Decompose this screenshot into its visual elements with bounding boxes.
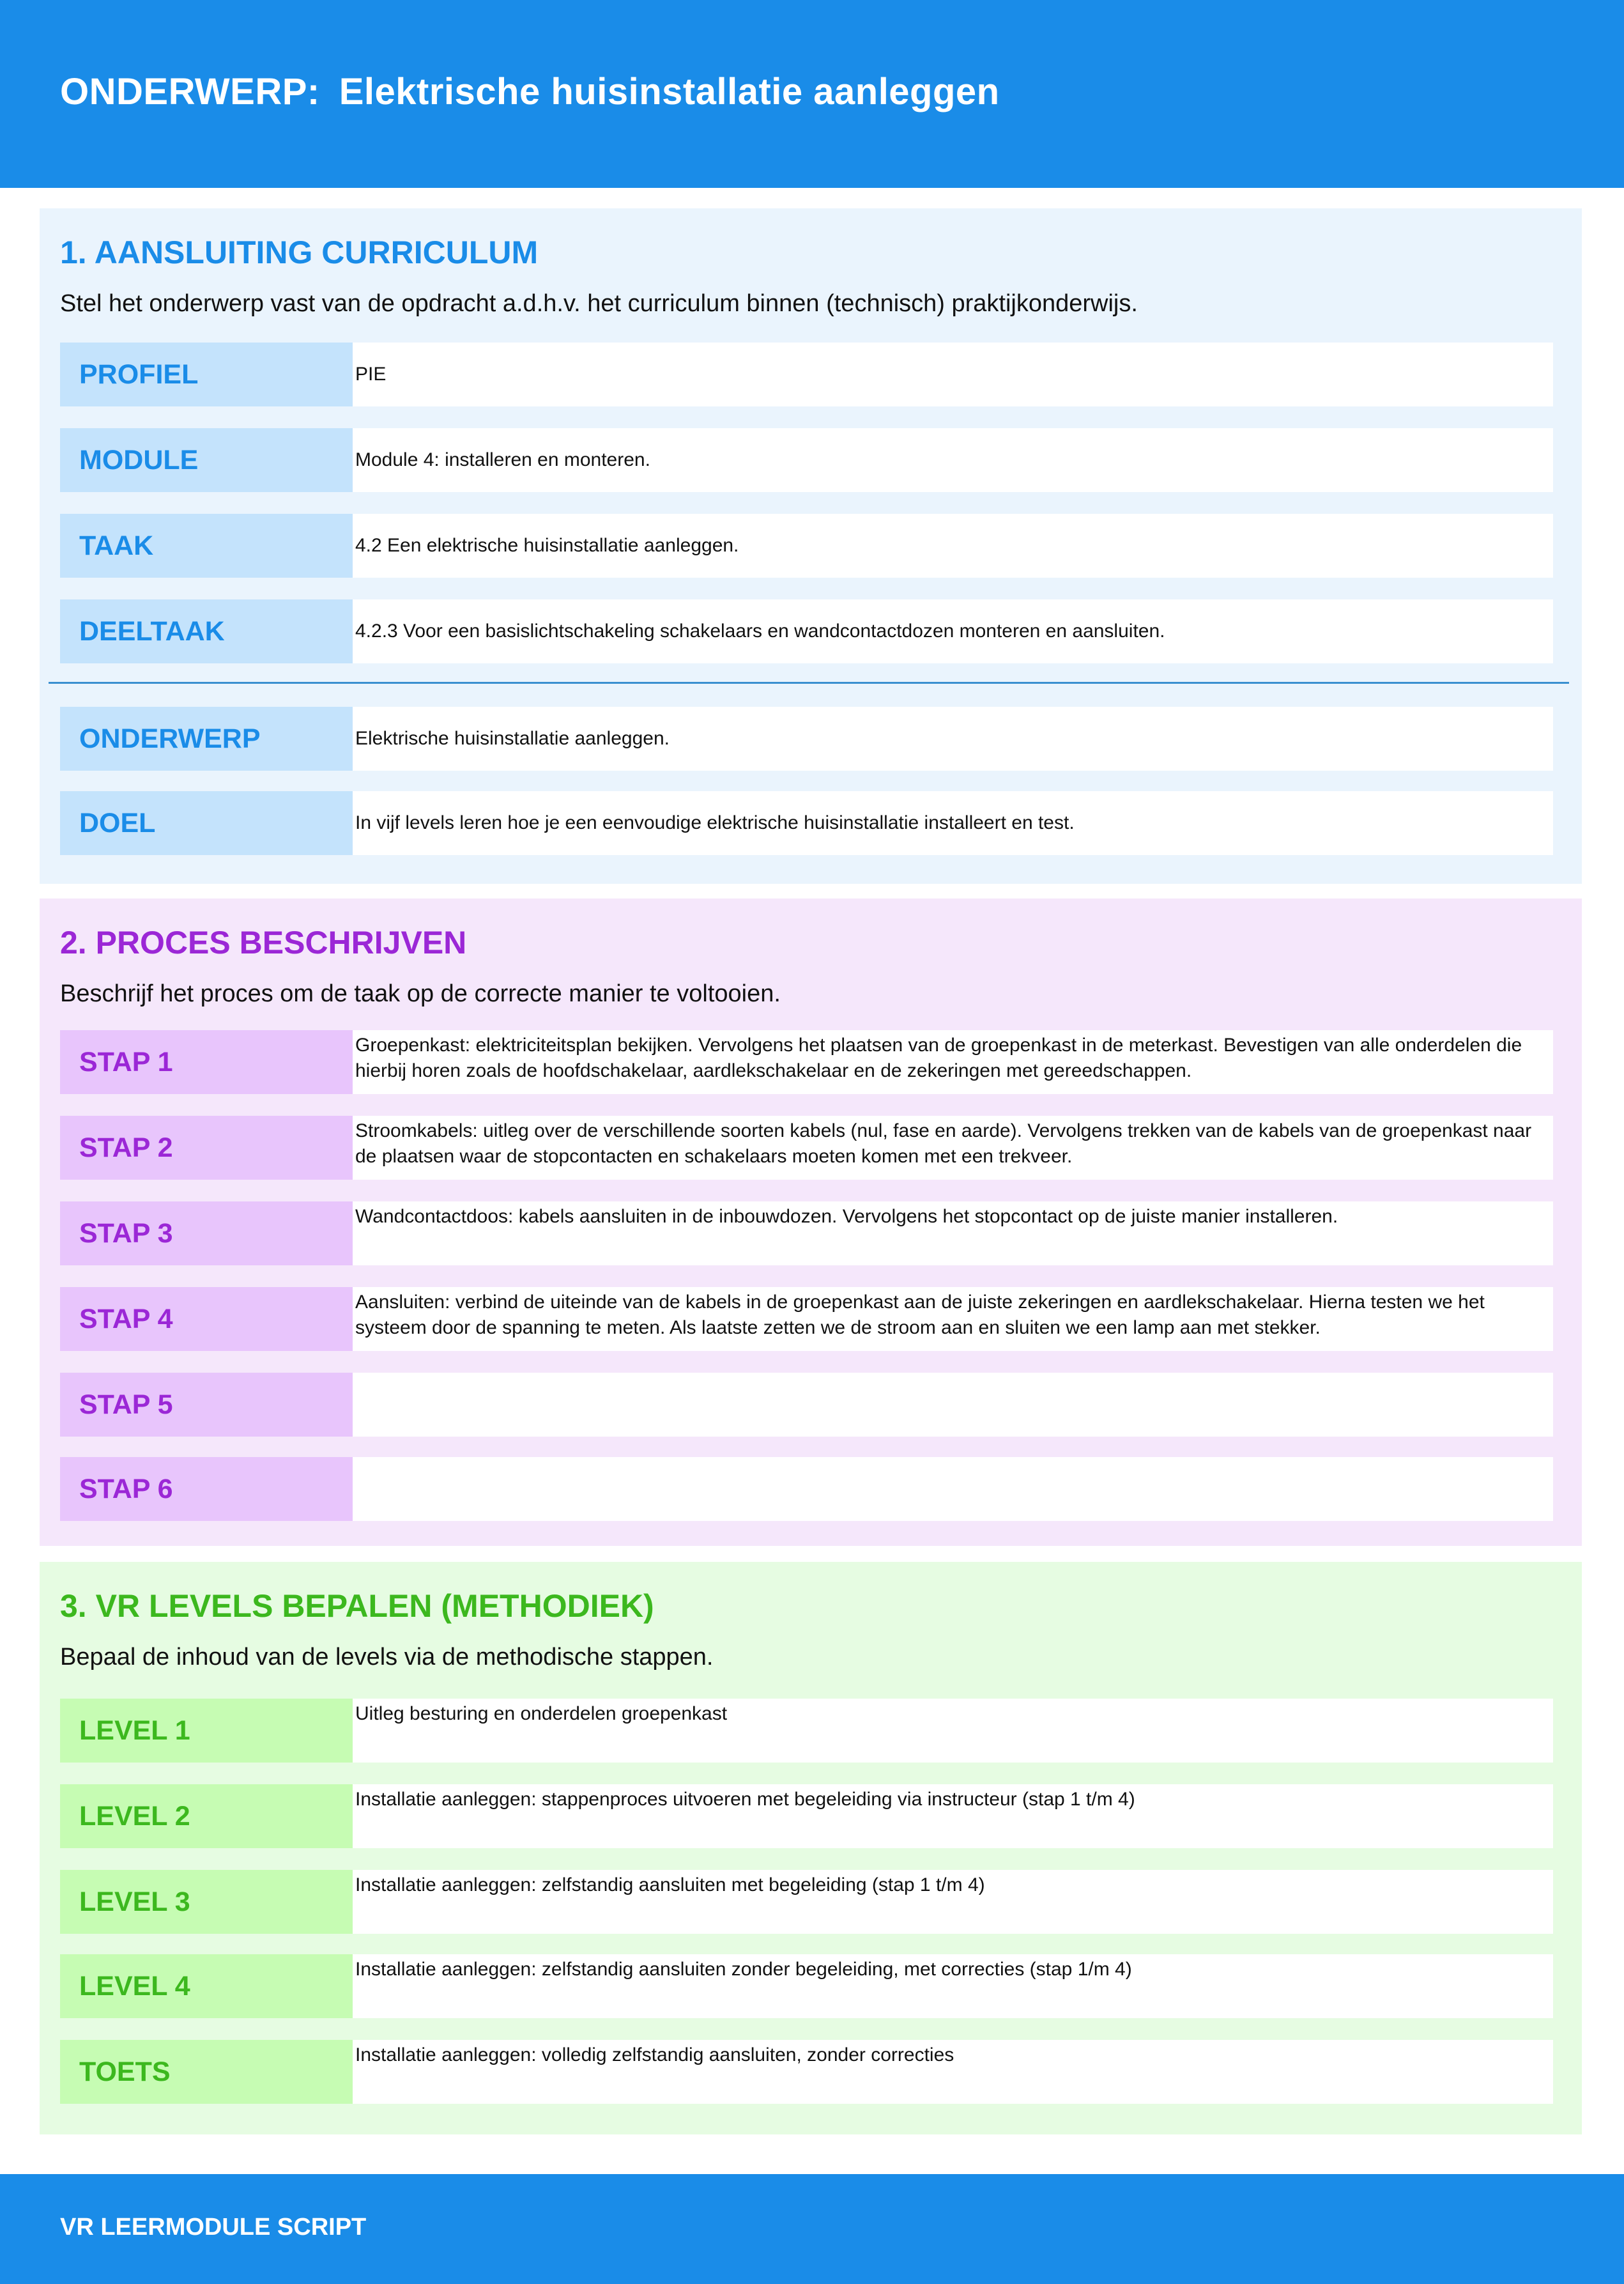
field-row-doel <box>60 791 1553 855</box>
field-label: DOEL <box>60 791 353 855</box>
step-row-4 <box>60 1287 1553 1351</box>
step-value: Stroomkabels: uitleg over de verschillende soorten kabels (nul, fase en aarde). Vervolgens trekken van de kabels van de groepenkast naar de plaatsen waar de stopcontacten en schakelaars moeten komen met een trekveer. <box>355 1120 1532 1167</box>
section-heading: 3. VR LEVELS BEPALEN (METHODIEK) <box>60 1588 654 1624</box>
step-label: STAP 4 <box>60 1287 353 1351</box>
field-label: PROFIEL <box>60 343 353 406</box>
field-value: Elektrische huisinstallatie aanleggen. <box>355 728 670 749</box>
step-value: Groepenkast: elektriciteitsplan bekijken. Vervolgens het plaatsen van de groepenkast in de meterkast. Bevestigen van alle onderdelen die hierbij horen zoals de hoofdschakelaar, aardlekschakelaar en de zekeringen met gereedschappen. <box>355 1035 1522 1081</box>
field-row-taak <box>60 514 1553 578</box>
header-bar <box>0 0 1624 188</box>
field-row-profiel <box>60 343 1553 406</box>
section-intro: Stel het onderwerp vast van de opdracht a.d.h.v. het curriculum binnen (technisch) praktijkonderwijs. <box>60 290 1138 317</box>
level-value: Installatie aanleggen: zelfstandig aansluiten zonder begeleiding, met correcties (stap 1/m 4) <box>355 1959 1132 1980</box>
field-value: PIE <box>355 364 387 385</box>
step-row-6 <box>60 1457 1553 1521</box>
level-row-toets <box>60 2040 1553 2104</box>
level-row-3 <box>60 1870 1553 1934</box>
level-label: LEVEL 1 <box>60 1699 353 1763</box>
page-title-prefix: ONDERWERP: <box>60 71 320 112</box>
step-row-2 <box>60 1116 1553 1180</box>
section-intro: Beschrijf het proces om de taak op de correcte manier te voltooien. <box>60 980 781 1007</box>
field-value: 4.2 Een elektrische huisinstallatie aanleggen. <box>355 535 739 556</box>
field-value: Module 4: installeren en monteren. <box>355 449 650 470</box>
section-levels <box>40 1562 1582 2134</box>
step-label: STAP 6 <box>60 1457 353 1521</box>
level-row-4 <box>60 1954 1553 2018</box>
section-curriculum <box>40 208 1582 884</box>
section-intro: Bepaal de inhoud van de levels via de methodische stappen. <box>60 1644 714 1671</box>
step-label: STAP 2 <box>60 1116 353 1180</box>
field-label: MODULE <box>60 428 353 492</box>
footer-bar <box>0 2174 1624 2284</box>
level-label: LEVEL 3 <box>60 1870 353 1934</box>
level-value: Installatie aanleggen: stappenproces uitvoeren met begeleiding via instructeur (stap 1 t/m 4) <box>355 1789 1135 1810</box>
step-row-3 <box>60 1201 1553 1265</box>
footer-label: VR LEERMODULE SCRIPT <box>60 2214 367 2241</box>
level-value: Installatie aanleggen: volledig zelfstandig aansluiten, zonder correcties <box>355 2044 954 2065</box>
level-row-2 <box>60 1784 1553 1848</box>
field-value: In vijf levels leren hoe je een eenvoudige elektrische huisinstallatie installeert en test. <box>355 812 1075 833</box>
level-label: TOETS <box>60 2040 353 2104</box>
step-value: Wandcontactdoos: kabels aansluiten in de inbouwdozen. Vervolgens het stopcontact op de juiste manier installeren. <box>355 1206 1338 1227</box>
field-value: 4.2.3 Voor een basislichtschakeling schakelaars en wandcontactdozen monteren en aansluiten. <box>355 621 1165 642</box>
section-heading: 2. PROCES BESCHRIJVEN <box>60 925 467 961</box>
field-label: ONDERWERP <box>60 707 353 771</box>
step-row-1 <box>60 1030 1553 1094</box>
field-row-onderwerp <box>60 707 1553 771</box>
section-heading: 1. AANSLUITING CURRICULUM <box>60 235 539 270</box>
field-label: DEELTAAK <box>60 599 353 663</box>
page-title <box>60 70 1000 113</box>
step-row-5 <box>60 1373 1553 1437</box>
level-row-1 <box>60 1699 1553 1763</box>
step-label: STAP 3 <box>60 1201 353 1265</box>
step-label: STAP 1 <box>60 1030 353 1094</box>
step-value: Aansluiten: verbind de uiteinde van de kabels in de groepenkast aan de juiste zekeringen en aardlekschakelaar. Hierna testen we het systeem door de spanning te meten. Als laatste zetten we de stroom aan en sluiten we een lamp aan met stekker. <box>355 1292 1485 1338</box>
divider <box>49 682 1569 684</box>
section-proces <box>40 899 1582 1546</box>
level-label: LEVEL 4 <box>60 1954 353 2018</box>
field-row-deeltaak <box>60 599 1553 663</box>
level-value: Installatie aanleggen: zelfstandig aansluiten met begeleiding (stap 1 t/m 4) <box>355 1874 985 1895</box>
step-label: STAP 5 <box>60 1373 353 1437</box>
field-row-module <box>60 428 1553 492</box>
level-label: LEVEL 2 <box>60 1784 353 1848</box>
level-value: Uitleg besturing en onderdelen groepenkast <box>355 1703 728 1724</box>
field-label: TAAK <box>60 514 353 578</box>
page-title-text: Elektrische huisinstallatie aanleggen <box>339 71 1000 112</box>
